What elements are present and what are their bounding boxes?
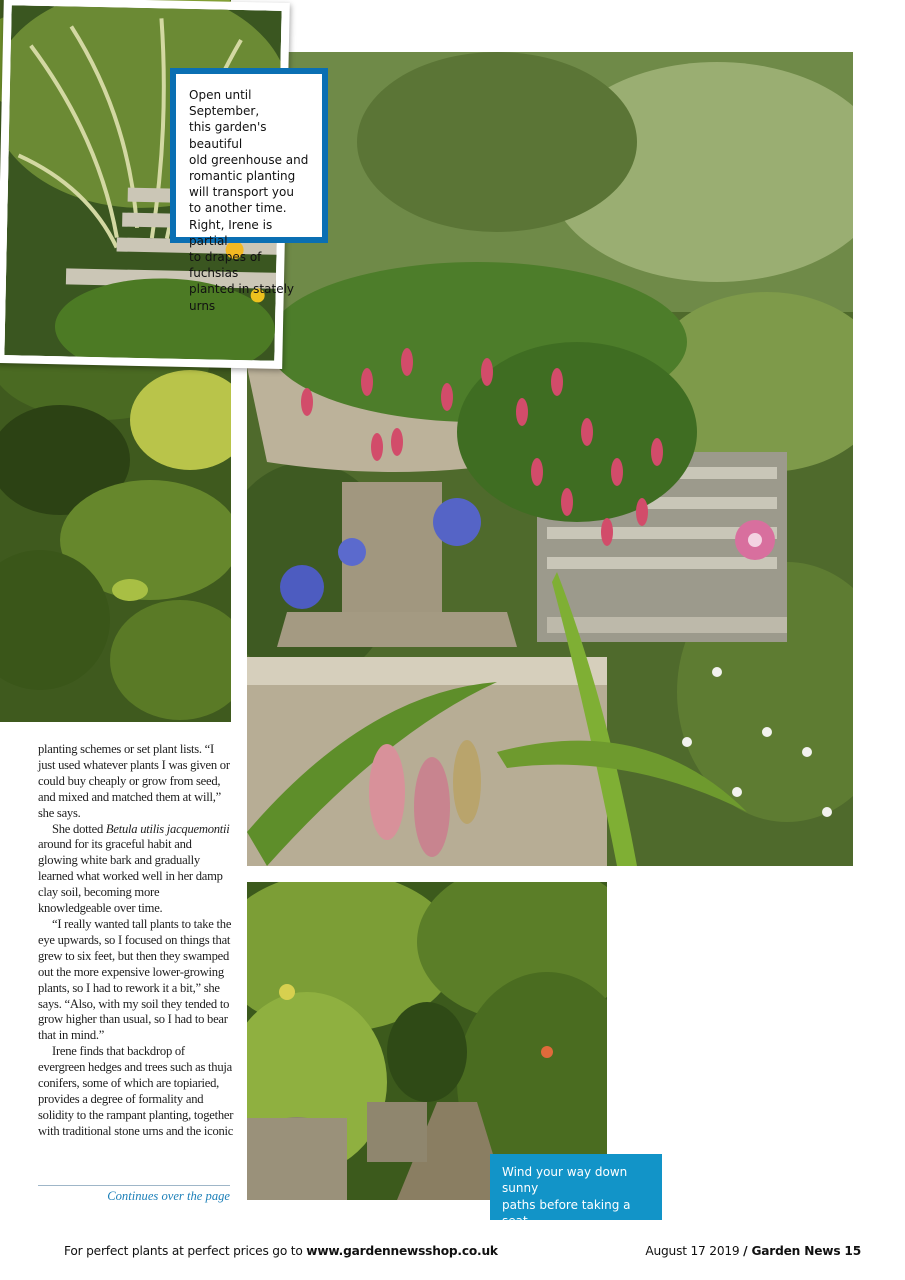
article-paragraph: planting schemes or set plant lists. “I just used whatever plants I was given or could buy cheaply or grow from seed, and mixed and matched them at will,” she says. [38,742,230,820]
photo-caption-bottom: Wind your way down sunny paths before taking a seat to survey the lush planting [490,1154,662,1220]
plant-name: Betula utilis jacquemontii [105,821,230,836]
article-paragraph: Irene finds that backdrop of evergreen hedges and trees such as thuja conifers, some of which are topiaried, provides a degree of formality and solidity to the rampant planting, together with traditional stone urns and the iconic [38,1044,234,1138]
issue-date: August 17 2019 [645,1244,744,1258]
continues-link[interactable]: Continues over the page [107,1189,230,1203]
shop-url-link[interactable]: www.gardennewsshop.co.uk [306,1244,498,1258]
footer-promo: For perfect plants at perfect prices go to www.gardennewsshop.co.uk [64,1244,498,1258]
garden-path-photo [247,882,607,1200]
article-body [38,742,234,1140]
photo-caption-top: Open until September, this garden's beautiful old greenhouse and romantic planting will transport you to another time. Right, Irene is partial to drapes of fuchsias planted in stately urns [170,68,328,243]
fuchsia-urn-photo [247,52,853,866]
article-paragraph: She dotted Betula utilis jacquemontii around for its graceful habit and glowing white bark and gradually learned what worked well in her damp clay soil, becoming more knowledgeable over time. [38,821,230,916]
article-paragraph: “I really wanted tall plants to take the eye upwards, so I focused on things that grew to six feet, but then they swamped out the more expensive lower-growing plants, so I had to rework it a bit,” she says. “Also, with my soil they tended to grow higher than usual, so I had to bear that in mind.” [38,916,232,1043]
column-divider [38,1185,230,1186]
publication-name: Garden News [751,1244,841,1258]
footer-folio: August 17 2019 / Garden News 15 [645,1244,861,1258]
page-number: 15 [840,1244,861,1258]
